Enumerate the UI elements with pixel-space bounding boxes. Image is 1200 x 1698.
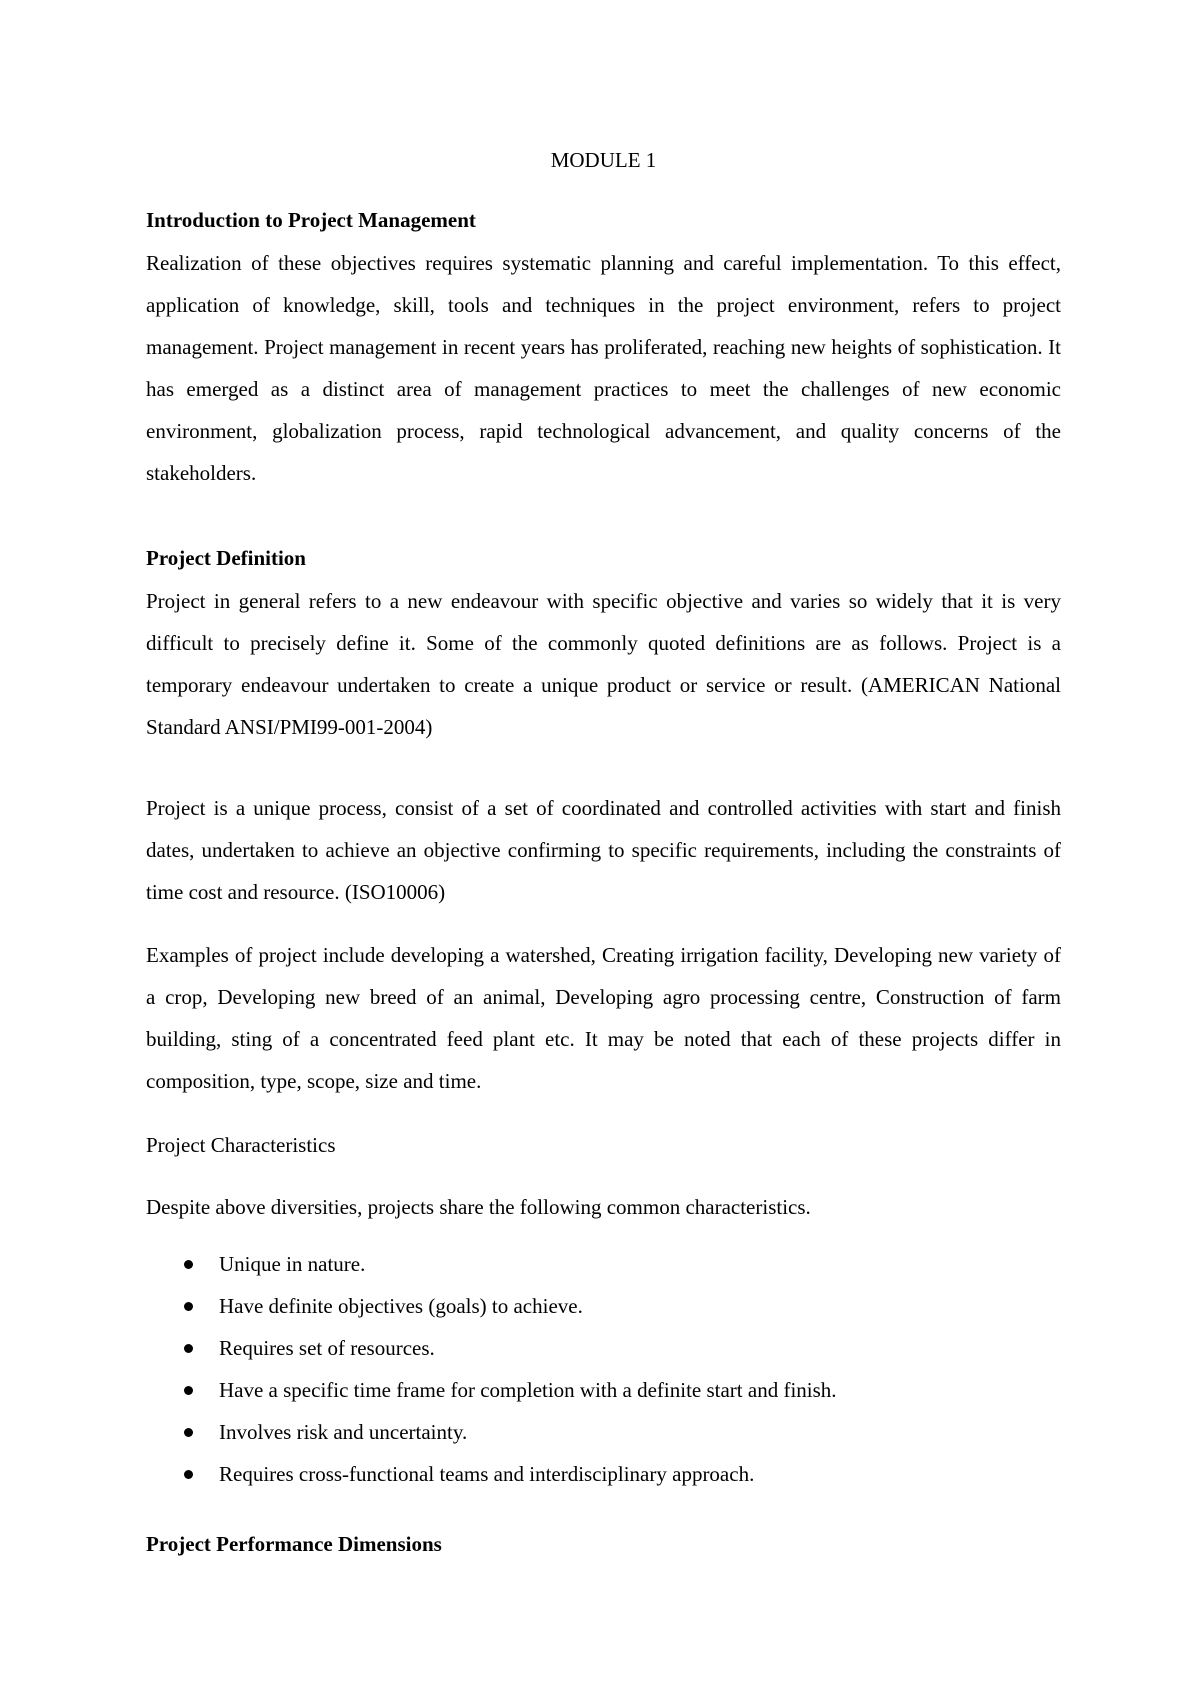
definition-paragraph-3: Examples of project include developing a watershed, Creating irrigation facility, Developing new variety of a crop, Developing new breed of an animal, Developing agro processing centre, Construction of farm building, sting of a concentrated feed plant etc. It may be noted that each of these projects differ in composition, type, scope, size and time.: [146, 943, 1061, 1093]
list-item: [146, 1376, 1061, 1418]
intro-heading: Introduction to Project Management: [146, 208, 476, 232]
bullet-icon: [184, 1428, 193, 1437]
characteristics-heading: Project Characteristics: [146, 1133, 336, 1157]
bullet-icon: [184, 1470, 193, 1479]
list-item: [146, 1460, 1061, 1502]
list-item-text: Involves risk and uncertainty.: [219, 1420, 468, 1444]
characteristics-intro: Despite above diversities, projects share the following common characteristics.: [146, 1195, 811, 1219]
list-item-text: Have a specific time frame for completion with a definite start and finish.: [219, 1378, 837, 1402]
bullet-icon: [184, 1302, 193, 1311]
module-title: MODULE 1: [550, 148, 657, 172]
list-item: [146, 1250, 1061, 1292]
characteristics-list: [146, 1250, 1061, 1502]
list-item-text: Requires set of resources.: [219, 1336, 435, 1360]
bullet-icon: [184, 1386, 193, 1395]
definition-paragraph-1: Project in general refers to a new endeavour with specific objective and varies so widely that it is very difficult to precisely define it. Some of the commonly quoted definitions are as follows. Project is a temporary endeavour undertaken to create a unique product or service or result. (AMERICAN National Standard ANSI/PMI99-001-2004): [146, 589, 1061, 739]
definition-heading: Project Definition: [146, 546, 306, 570]
bullet-icon: [184, 1260, 193, 1269]
list-item: [146, 1292, 1061, 1334]
definition-paragraph-2: Project is a unique process, consist of a set of coordinated and controlled activities with start and finish dates, undertaken to achieve an objective confirming to specific requirements, including the constraints of time cost and resource. (ISO10006): [146, 796, 1061, 904]
intro-paragraph: Realization of these objectives requires systematic planning and careful implementation. To this effect, application of knowledge, skill, tools and techniques in the project environment, refers to project management. Project management in recent years has proliferated, reaching new heights of sophistication. It has emerged as a distinct area of management practices to meet the challenges of new economic environment, globalization process, rapid technological advancement, and quality concerns of the stakeholders.: [146, 251, 1061, 485]
bullet-icon: [184, 1344, 193, 1353]
list-item-text: Requires cross-functional teams and interdisciplinary approach.: [219, 1462, 755, 1486]
performance-heading: Project Performance Dimensions: [146, 1532, 442, 1556]
list-item-text: Unique in nature.: [219, 1252, 366, 1276]
list-item: [146, 1334, 1061, 1376]
list-item-text: Have definite objectives (goals) to achieve.: [219, 1294, 583, 1318]
list-item: [146, 1418, 1061, 1460]
